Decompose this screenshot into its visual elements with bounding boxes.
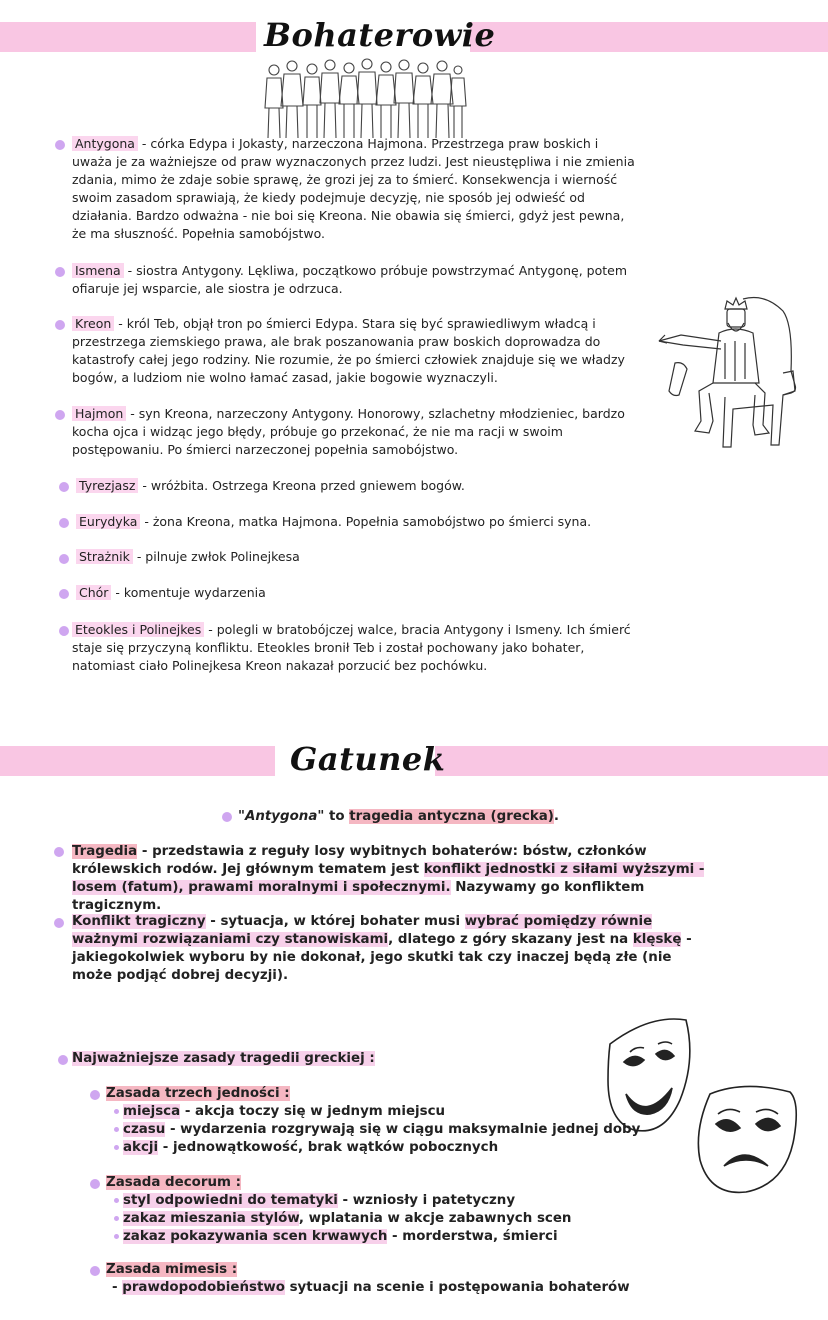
hero-name: Tyrezjasz xyxy=(76,478,138,493)
bullet xyxy=(59,482,69,492)
z2-item xyxy=(114,1210,571,1228)
hero-name: Eurydyka xyxy=(76,514,140,529)
z2-text: - wzniosły i patetyczny xyxy=(337,1193,516,1208)
z1-term: czasu xyxy=(123,1122,166,1137)
theatre-masks-icon xyxy=(600,1014,812,1204)
bullet xyxy=(59,518,69,528)
small-bullet xyxy=(114,1216,119,1221)
small-bullet xyxy=(114,1234,119,1239)
z3-title-text: Zasada mimesis : xyxy=(106,1262,238,1277)
zasada-trzech-jednosci-title xyxy=(106,1085,290,1103)
intro-to: to xyxy=(324,809,350,824)
z1-item xyxy=(114,1103,445,1121)
z3-text: sytuacji na scenie i postępowania bohaterów xyxy=(284,1280,630,1295)
z2-term: styl odpowiedni do tematyki xyxy=(123,1193,338,1208)
hero-desc: - żona Kreona, matka Hajmona. Popełnia samobójstwo po śmierci syna. xyxy=(140,514,592,529)
tragedia-highlight: konflikt jednostki z siłami wyższymi - losem (fatum), prawami moralnymi i społecznymi. xyxy=(72,862,705,895)
bullet xyxy=(55,320,65,330)
z1-title-text: Zasada trzech jedności : xyxy=(106,1086,290,1101)
tragedia-text1: - przedstawia z reguły losy wybitnych bohaterów: bóstw, członków królewskich rodów. Jej głównym tematem jest xyxy=(72,844,647,877)
hero-chor xyxy=(76,584,636,602)
hero-name: Chór xyxy=(76,585,111,600)
z2-title-text: Zasada decorum : xyxy=(106,1175,241,1190)
hero-name: Antygona xyxy=(72,136,138,151)
bullet xyxy=(55,140,65,150)
z1-term: akcji xyxy=(123,1140,159,1155)
hero-desc: - pilnuje zwłok Polinejkesa xyxy=(132,549,300,564)
konflikt-text2: , dlatego z góry skazany jest na xyxy=(388,932,633,947)
hero-desc: - córka Edypa i Jokasty, narzeczona Hajmona. Przestrzega praw boskich i uważa je za ważniejsze od praw wyznaczonych przez ludzi. Jest nieustępliwa i nie zmienia zdania, mimo że zdaje sobie sprawę, że grozi jej za to śmierć. Konsekwencja i wierność swoim zasadom sprawiają, że kiedy podejmuje decyzję, nie sposób jej odwieść od działania. Bardzo odważna - nie boi się Kreona. Nie obawia się śmierci, gdyż jest pewna, że ma słuszność. Popełnia samobójstwo. xyxy=(72,136,635,241)
hero-desc: - wróżbita. Ostrzega Kreona przed gniewem bogów. xyxy=(138,478,465,493)
hero-name: Hajmon xyxy=(72,406,126,421)
hero-name: Strażnik xyxy=(76,549,133,564)
intro-end: . xyxy=(553,809,560,824)
section-title-bohaterowie: Bohaterowie xyxy=(264,16,496,54)
zasada-mimesis-title xyxy=(106,1261,237,1279)
hero-eteokles-polinejkes xyxy=(72,621,644,675)
z1-term: miejsca xyxy=(123,1104,181,1119)
header-band-right xyxy=(470,22,828,52)
header-band-left xyxy=(0,746,275,776)
zasada-decorum-title xyxy=(106,1174,241,1192)
z2-item xyxy=(114,1228,558,1246)
intro-quote: "Antygona" xyxy=(238,809,325,824)
bullet xyxy=(59,626,69,636)
konflikt-text1: - sytuacja, w której bohater musi xyxy=(205,914,465,929)
z2-text: , wplatania w akcje zabawnych scen xyxy=(298,1211,572,1226)
zasady-title-text: Najważniejsze zasady tragedii greckiej : xyxy=(72,1051,375,1066)
small-bullet xyxy=(114,1127,119,1132)
hero-kreon xyxy=(72,315,640,387)
z3-term: prawdopodobieństwo xyxy=(122,1280,285,1295)
bullet xyxy=(59,589,69,599)
z1-item xyxy=(114,1139,498,1157)
z2-text: - morderstwa, śmierci xyxy=(387,1229,558,1244)
hero-hajmon xyxy=(72,405,637,459)
hero-desc: - komentuje wydarzenia xyxy=(111,585,266,600)
header-band-left xyxy=(0,22,256,52)
genre-intro xyxy=(238,808,638,826)
header-band-right xyxy=(435,746,828,776)
konflikt-text3: - jakiegokolwiek wyboru by nie dokonał, jego skutki tak czy inaczej będą złe (nie może podjąć dobrej decyzji). xyxy=(72,932,692,983)
bullet xyxy=(59,554,69,564)
bullet xyxy=(90,1266,100,1276)
bullet xyxy=(58,1055,68,1065)
z1-item xyxy=(114,1121,640,1139)
hero-tyrezjasz xyxy=(76,477,636,495)
hero-name: Kreon xyxy=(72,316,114,331)
hero-ismena xyxy=(72,262,637,298)
z3-item xyxy=(112,1279,630,1297)
small-bullet xyxy=(114,1109,119,1114)
hero-desc: - siostra Antygony. Lękliwa, początkowo próbuje powstrzymać Antygonę, potem ofiaruje jej wsparcie, ale siostra je odrzuca. xyxy=(72,263,628,296)
hero-desc: - syn Kreona, narzeczony Antygony. Honorowy, szlachetny młodzieniec, bardzo kocha ojca i widząc jego błędy, próbuje go przekonać, że nie ma racji w swoim postępowaniu. Po śmierci narzeczonej popełnia samobójstwo. xyxy=(72,406,625,457)
tragedia-definition xyxy=(72,843,712,915)
bullet xyxy=(54,847,64,857)
small-bullet xyxy=(114,1145,119,1150)
z2-item xyxy=(114,1192,515,1210)
tragedia-text2: Nazywamy go konfliktem tragicznym. xyxy=(72,880,645,913)
tragedia-term: Tragedia xyxy=(72,844,138,859)
konflikt-definition xyxy=(72,913,712,985)
bullet xyxy=(222,812,232,822)
z1-text: - akcja toczy się w jednym miejscu xyxy=(180,1104,446,1119)
group-of-people-icon xyxy=(262,56,467,142)
hero-antygona xyxy=(72,135,637,243)
bullet xyxy=(90,1179,100,1189)
hero-eurydyka xyxy=(76,513,636,531)
hero-name: Eteokles i Polinejkes xyxy=(72,622,204,637)
z2-term: zakaz mieszania stylów xyxy=(123,1211,299,1226)
bullet xyxy=(54,918,64,928)
section-title-gatunek: Gatunek xyxy=(290,740,446,778)
z1-text: - jednowątkowość, brak wątków pobocznych xyxy=(158,1140,499,1155)
hero-desc: - król Teb, objął tron po śmierci Edypa. Stara się być sprawiedliwym władcą i przestrzega ziemskiego prawa, ale brak poszanowania praw boskich doprowadza do katastrofy całej jego rodziny. Nie rozumie, że po śmierci człowiek znajduje się we władzy bogów, a ludziom nie wolno łamać zasad, jakie bogowie wyznaczyli. xyxy=(72,316,625,385)
hero-straznik xyxy=(76,548,636,566)
small-bullet xyxy=(114,1198,119,1203)
z3-dash: - xyxy=(112,1280,123,1295)
konflikt-term: Konflikt tragiczny xyxy=(72,914,206,929)
zasady-title xyxy=(72,1050,375,1068)
konflikt-highlight2: klęskę xyxy=(632,932,682,947)
z2-term: zakaz pokazywania scen krwawych xyxy=(123,1229,388,1244)
bullet xyxy=(90,1090,100,1100)
z1-text: - wydarzenia rozgrywają się w ciągu maksymalnie jednej doby xyxy=(165,1122,641,1137)
hero-desc: - polegli w bratobójczej walce, bracia Antygony i Ismeny. Ich śmierć staje się przyczyną konfliktu. Eteokles bronił Teb i został pochowany jako bohater, natomiast ciało Polinejkesa Kreon nakazał porzucić bez pochówku. xyxy=(72,622,631,673)
king-on-throne-icon xyxy=(655,293,800,453)
bullet xyxy=(55,410,65,420)
intro-genre: tragedia antyczna (grecka) xyxy=(349,809,554,824)
hero-name: Ismena xyxy=(72,263,124,278)
konflikt-highlight: wybrać pomiędzy równie ważnymi rozwiązaniami czy stanowiskami xyxy=(72,914,653,947)
bullet xyxy=(55,267,65,277)
